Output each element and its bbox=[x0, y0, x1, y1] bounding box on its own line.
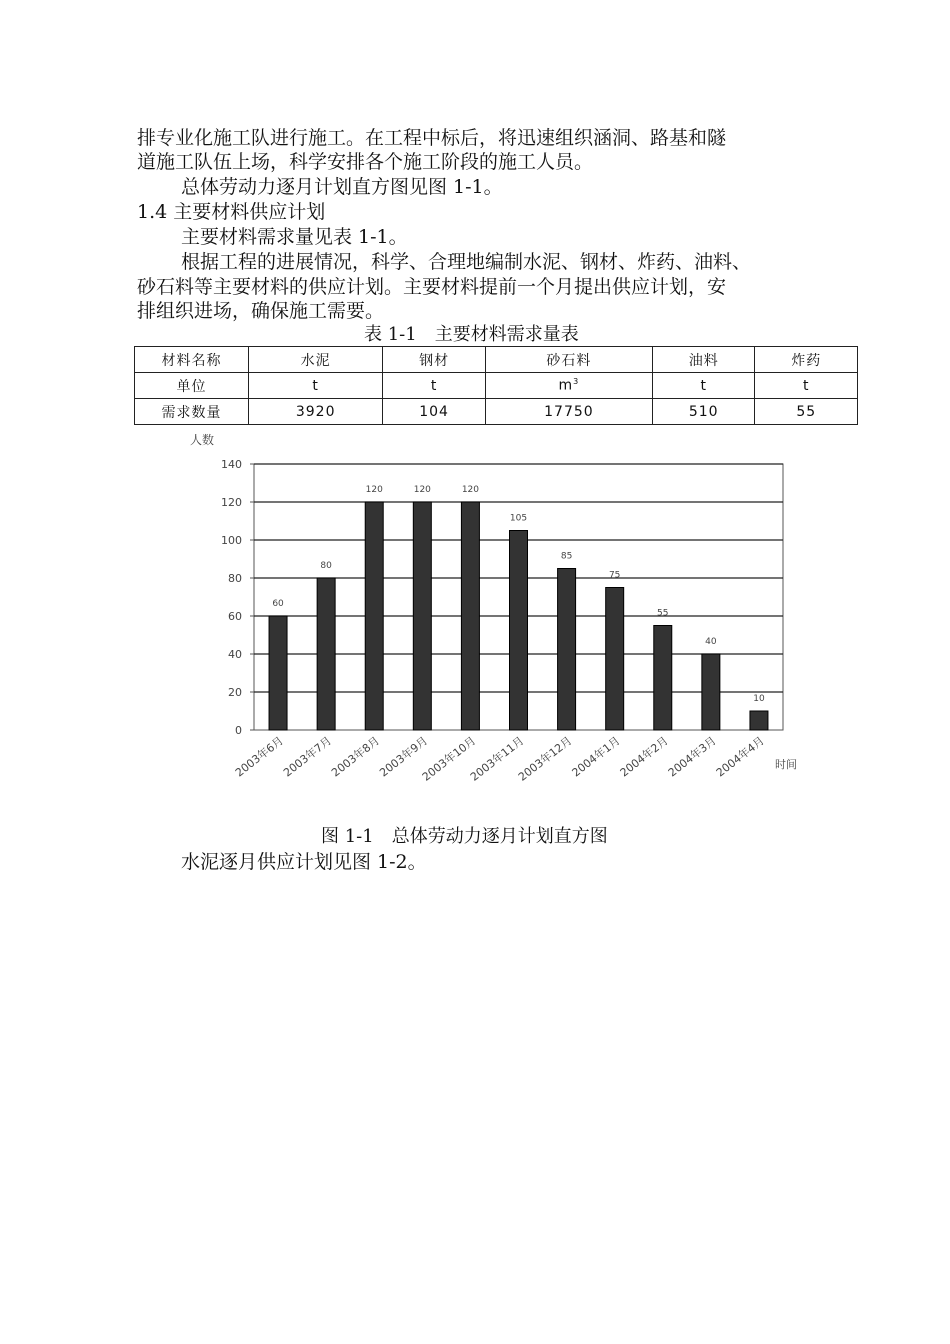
y-tick-label: 80 bbox=[228, 572, 242, 585]
table-cell bbox=[485, 373, 652, 399]
y-axis-label: 人数 bbox=[190, 433, 215, 447]
data-label: 60 bbox=[272, 599, 284, 609]
paragraph-line: 主要材料需求量见表 1-1。 bbox=[181, 226, 408, 248]
table-cell: t bbox=[755, 373, 858, 399]
bar bbox=[269, 616, 287, 730]
x-tick-label: 2003年8月 bbox=[329, 734, 383, 780]
table-cell: 需求数量 bbox=[135, 399, 249, 425]
table-row bbox=[135, 347, 858, 373]
y-tick-label: 40 bbox=[228, 648, 242, 661]
table-cell: 3920 bbox=[249, 399, 383, 425]
section-heading: 1.4 主要材料供应计划 bbox=[137, 201, 326, 223]
figure-caption: 图 1-1 总体劳动力逐月计划直方图 bbox=[321, 826, 608, 847]
table-caption: 表 1-1 主要材料需求量表 bbox=[364, 324, 579, 345]
paragraph-line: 总体劳动力逐月计划直方图见图 1-1。 bbox=[181, 176, 503, 198]
data-label: 120 bbox=[413, 485, 431, 495]
paragraph-line: 砂石料等主要材料的供应计划。主要材料提前一个月提出供应计划，安 bbox=[137, 276, 727, 298]
paragraph-line: 道施工队伍上场，科学安排各个施工阶段的施工人员。 bbox=[137, 151, 594, 173]
data-label: 80 bbox=[320, 561, 332, 571]
x-tick-label: 2003年10月 bbox=[419, 734, 479, 784]
y-tick-label: 0 bbox=[235, 724, 242, 737]
x-tick-label: 2003年7月 bbox=[281, 734, 334, 780]
data-label: 40 bbox=[705, 637, 717, 647]
bar bbox=[654, 626, 672, 731]
bar bbox=[750, 711, 768, 730]
materials-table bbox=[134, 346, 858, 425]
data-label: 10 bbox=[753, 694, 765, 704]
x-axis-label: 时间 bbox=[775, 758, 797, 771]
table-cell: 水泥 bbox=[249, 347, 383, 373]
table-cell: 510 bbox=[652, 399, 754, 425]
table-cell: 17750 bbox=[485, 399, 652, 425]
table-cell: 砂石料 bbox=[485, 347, 652, 373]
table-cell: t bbox=[652, 373, 754, 399]
data-label: 85 bbox=[560, 551, 573, 562]
x-tick-label: 2004年2月 bbox=[617, 734, 671, 780]
y-tick-label: 60 bbox=[228, 610, 242, 623]
table-cell: t bbox=[249, 373, 383, 399]
bar bbox=[606, 588, 624, 731]
table-cell: 油料 bbox=[652, 347, 754, 373]
paragraph-line: 排组织进场，确保施工需要。 bbox=[137, 300, 385, 322]
table-cell: 钢材 bbox=[383, 347, 485, 373]
y-tick-label: 100 bbox=[221, 534, 242, 547]
x-tick-label: 2003年6月 bbox=[232, 734, 286, 780]
paragraph-line: 排专业化施工队进行施工。在工程中标后，将迅速组织涵洞、路基和隧 bbox=[137, 127, 727, 149]
x-tick-label: 2004年4月 bbox=[713, 734, 767, 780]
unit-superscript: 3 bbox=[573, 377, 580, 387]
bar bbox=[365, 502, 383, 730]
x-tick-label: 2003年12月 bbox=[516, 734, 575, 784]
table-cell: 55 bbox=[755, 399, 858, 425]
x-tick-label: 2004年3月 bbox=[665, 734, 719, 780]
data-label: 120 bbox=[365, 485, 383, 495]
data-label: 105 bbox=[509, 513, 528, 524]
bar bbox=[702, 654, 720, 730]
data-label: 75 bbox=[608, 570, 621, 581]
labor-histogram bbox=[150, 426, 830, 826]
data-label: 120 bbox=[461, 485, 480, 495]
bar bbox=[558, 569, 576, 731]
x-tick-label: 2004年1月 bbox=[569, 734, 623, 780]
unit-text: m bbox=[558, 377, 574, 394]
bar bbox=[317, 578, 335, 730]
data-label: 55 bbox=[657, 608, 669, 619]
table-cell: 材料名称 bbox=[135, 347, 249, 373]
table-cell: 104 bbox=[383, 399, 485, 425]
bar bbox=[461, 502, 479, 730]
x-tick-label: 2003年11月 bbox=[467, 734, 527, 784]
paragraph-line: 根据工程的进展情况，科学、合理地编制水泥、钢材、炸药、油料、 bbox=[181, 251, 752, 273]
y-tick-label: 140 bbox=[221, 458, 242, 471]
table-cell: t bbox=[383, 373, 485, 399]
table-row bbox=[135, 373, 858, 399]
y-tick-label: 120 bbox=[221, 496, 242, 509]
bar bbox=[413, 502, 431, 730]
x-tick-label: 2003年9月 bbox=[377, 734, 431, 780]
table-cell: 单位 bbox=[135, 373, 249, 399]
table-row bbox=[135, 399, 858, 425]
y-tick-label: 20 bbox=[228, 686, 242, 699]
paragraph-line: 水泥逐月供应计划见图 1-2。 bbox=[181, 851, 427, 873]
bar bbox=[510, 531, 528, 731]
table-cell: 炸药 bbox=[755, 347, 858, 373]
